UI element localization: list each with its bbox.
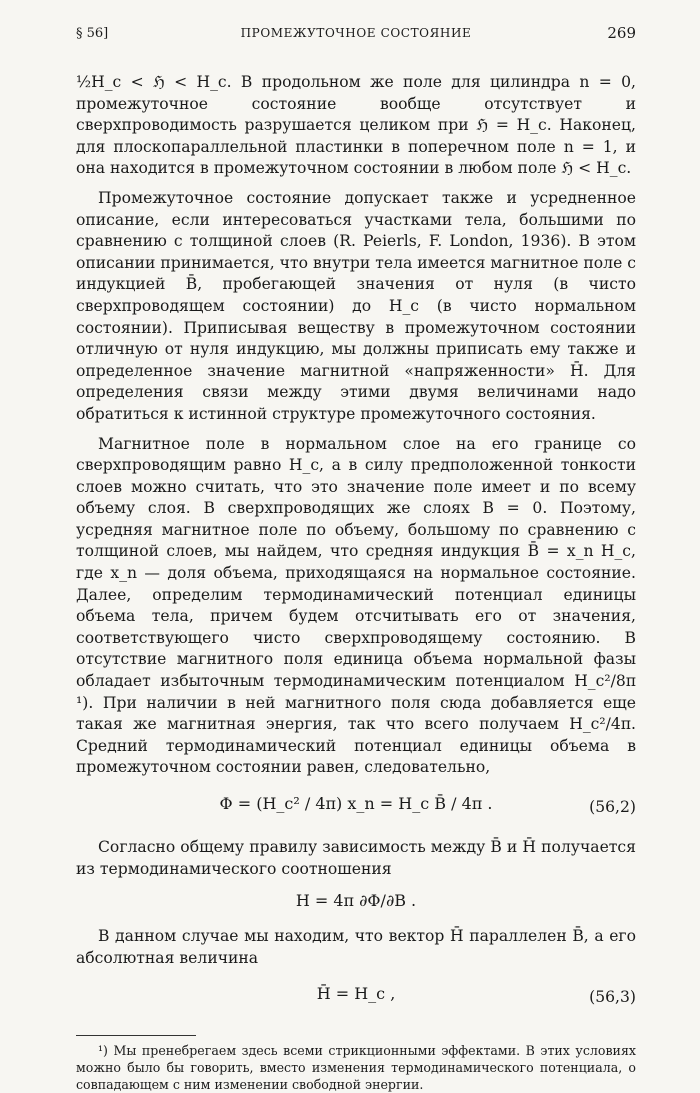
footnote-rule	[76, 1035, 196, 1036]
page-number: 269	[607, 24, 636, 42]
equation-56-3	[76, 977, 636, 1021]
paragraph-4: Согласно общему правилу зависимость между B̄ и H̄ получается из термодинамического соотношения	[76, 838, 636, 878]
section-marker: § 56]	[76, 26, 109, 41]
equation-number: (56,2)	[589, 798, 636, 816]
paragraph-3: Магнитное поле в нормальном слое на его границе со сверхпроводящим равно H_c, а в силу предположенной тонкости слоев можно считать, что это значение поле имеет и по всему объему слоя. В сверхпроводящих же слоях B = 0. Поэтому, усредняя магнитное поле по объему, большому по сравнению с толщиной слоев, мы найдем, что средняя индукция B̄ = x_n H_c, где x_n — доля объема, приходящаяся на нормальное состояние. Далее, определим термодинамический потенциал единицы объема тела, причем будем отсчитывать его от значения, соответствующего чисто сверхпроводящему состоянию. В отсутствие магнитного поля единица объема нормальной фазы обладает избыточным термодинамическим потенциалом H_c²/8π ¹). При наличии в ней магнитного поля сюда добавляется еще такая же магнитная энергия, так что всего получаем H_c²/4π. Средний термодинамический потенциал единицы объема в промежуточном состоянии равен, следовательно,	[76, 434, 636, 777]
equation-expression: H = 4π ∂Φ/∂B .	[295, 891, 417, 911]
equation-expression: Φ = (H_c² / 4π) x_n = H_c B̄ / 4π .	[219, 794, 493, 813]
book-page	[76, 22, 636, 1093]
body-text	[76, 72, 636, 1093]
paragraph-2: Промежуточное состояние допускает также и усредненное описание, если интересоваться участками тела, большими по сравнению с толщиной слоев (R. Peierls, F. London, 1936). В этом описании принимается, что внутри тела имеется магнитное поле с индукцией B̄, пробегающей значения от нуля (в чисто сверхпроводящем состоянии) до H_c (в чисто нормальном состоянии). Приписывая веществу в промежуточном состоянии отличную от нуля индукцию, мы должны приписать ему также и определенное значение магнитной «напряженности» H̄. Для определения связи между этими двумя величинами надо обратиться к истинной структуре промежуточного состояния.	[76, 188, 636, 423]
running-header	[76, 22, 636, 50]
paragraph-5: В данном случае мы находим, что вектор H̄ параллелен B̄, а его абсолютная величина	[76, 927, 636, 967]
running-title: ПРОМЕЖУТОЧНОЕ СОСТОЯНИЕ	[240, 26, 472, 40]
paragraph-1: ½H_c < ℌ < H_c. В продольном же поле для цилиндра n = 0, промежуточное состояние вообще отсутствует и сверхпроводимость разрушается целиком при ℌ = H_c. Наконец, для плоскопараллельной пластинки в поперечном поле n = 1, и она находится в промежуточном состоянии в любом поле ℌ < H_c.	[76, 73, 636, 178]
footnote: ¹) Мы пренебрегаем здесь всеми стрикционными эффектами. В этих условиях можно было бы говорить, вместо изменения термодинамического потенциала, о совпадающем с ним изменении свободной энергии.	[76, 1043, 636, 1093]
equation-thermo-relation	[76, 884, 636, 916]
equation-56-2	[76, 787, 636, 831]
equation-number: (56,3)	[589, 988, 636, 1007]
equation-expression: H̄ = H_c ,	[316, 984, 396, 1004]
